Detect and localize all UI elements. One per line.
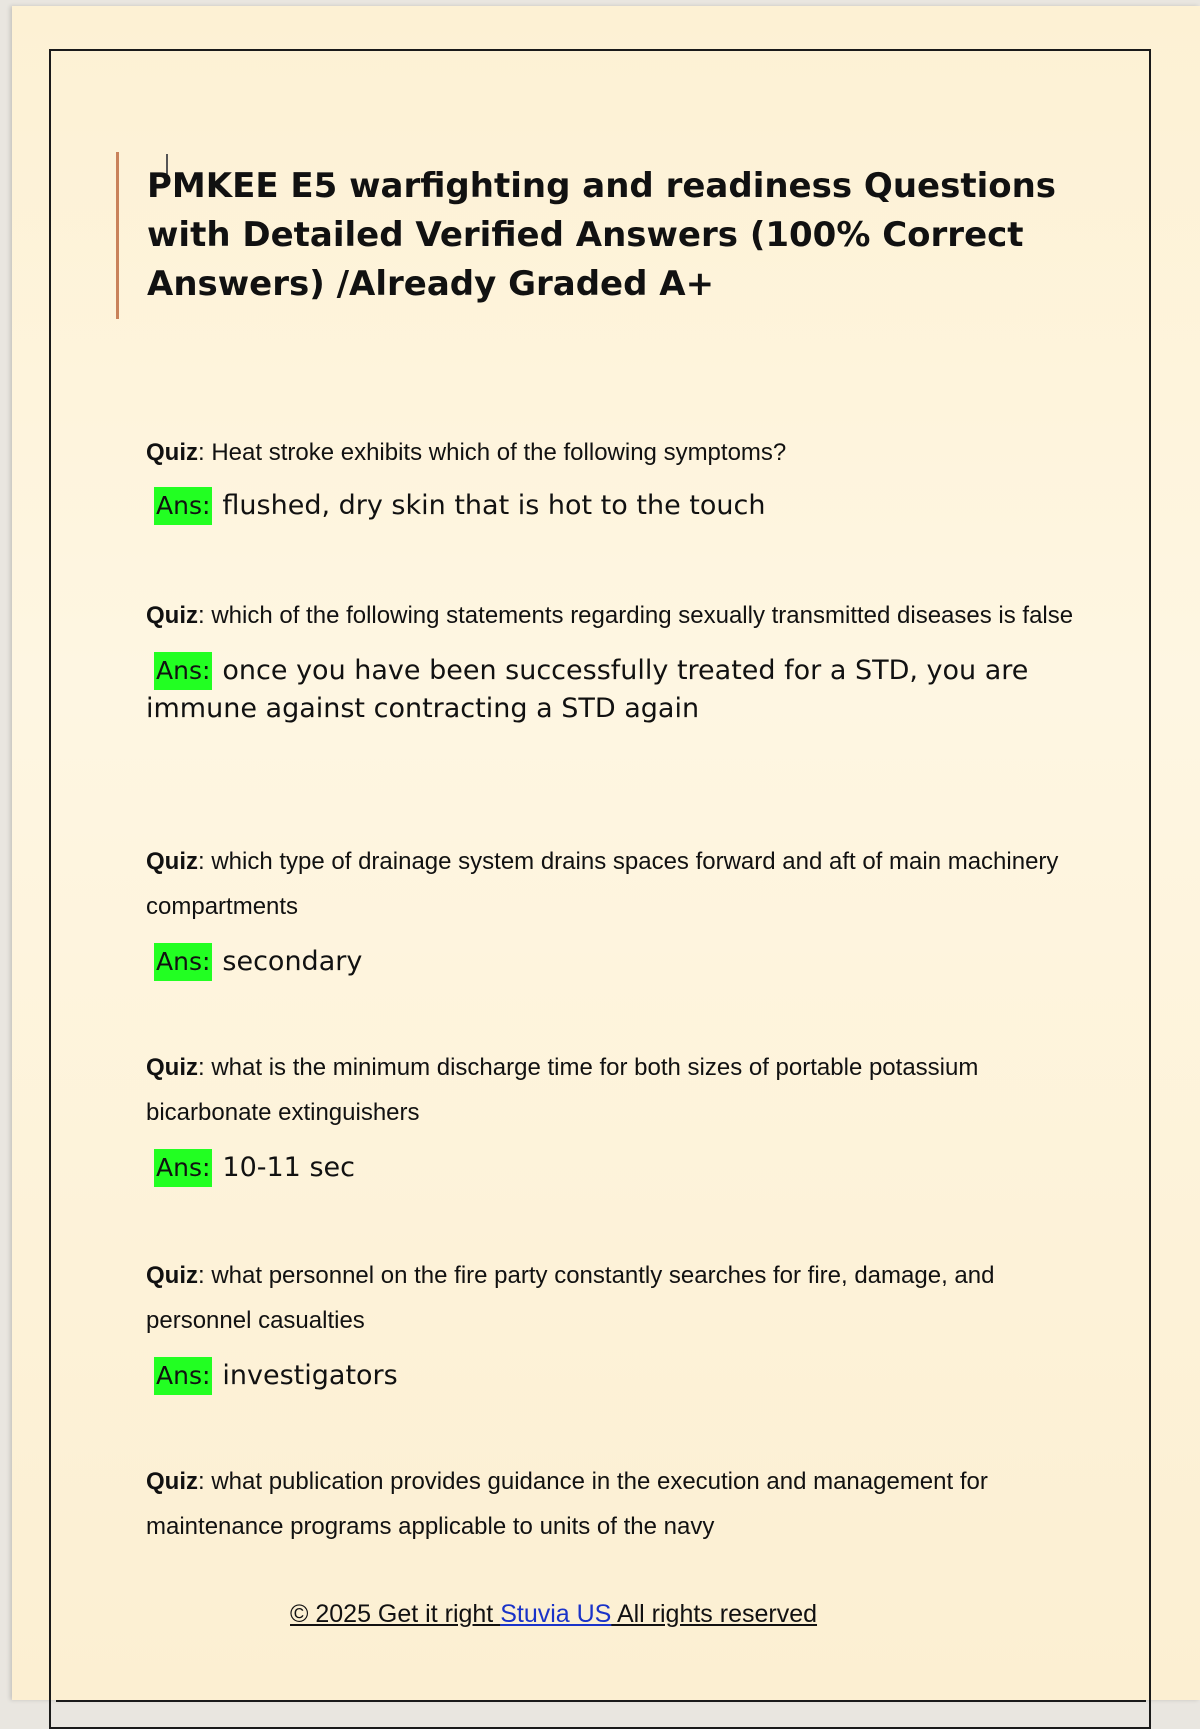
quiz-answer bbox=[146, 1357, 1086, 1395]
quiz-text: : what personnel on the fire party constantly searches for fire, damage, and personnel casualties bbox=[146, 1262, 995, 1334]
quiz-label: Quiz bbox=[146, 602, 198, 629]
quiz-label: Quiz bbox=[146, 848, 198, 875]
quiz-question bbox=[146, 593, 1086, 638]
footer-link-stuvia[interactable]: Stuvia US bbox=[500, 1600, 612, 1628]
qa-item bbox=[146, 593, 1086, 728]
qa-item bbox=[146, 839, 1086, 981]
answer-label: Ans: bbox=[154, 943, 212, 981]
qa-item bbox=[146, 1459, 1086, 1549]
quiz-text: : which of the following statements regarding sexually transmitted diseases is false bbox=[198, 602, 1074, 629]
quiz-question bbox=[146, 1253, 1086, 1343]
title-block bbox=[116, 152, 1107, 319]
quiz-question bbox=[146, 430, 1086, 475]
footer-copyright: © 2025 Get it right bbox=[290, 1600, 501, 1628]
answer-text: flushed, dry skin that is hot to the touch bbox=[222, 490, 766, 521]
quiz-label: Quiz bbox=[146, 1262, 198, 1289]
quiz-text: : Heat stroke exhibits which of the following symptoms? bbox=[198, 439, 787, 466]
quiz-answer bbox=[146, 943, 1086, 981]
answer-label: Ans: bbox=[154, 487, 212, 525]
page-footer bbox=[290, 1600, 817, 1629]
bottom-rule bbox=[56, 1700, 1146, 1702]
qa-item bbox=[146, 430, 1086, 525]
quiz-answer bbox=[146, 1149, 1086, 1187]
quiz-text: : what publication provides guidance in the execution and management for maintenance programs applicable to units of the navy bbox=[146, 1468, 988, 1540]
quiz-label: Quiz bbox=[146, 1054, 198, 1081]
quiz-text: : which type of drainage system drains spaces forward and aft of main machinery compartments bbox=[146, 848, 1059, 920]
document-page bbox=[12, 6, 1200, 1700]
answer-label: Ans: bbox=[154, 1357, 212, 1395]
answer-text: 10-11 sec bbox=[222, 1152, 355, 1183]
answer-label: Ans: bbox=[154, 652, 212, 690]
quiz-question bbox=[146, 839, 1086, 929]
answer-label: Ans: bbox=[154, 1149, 212, 1187]
footer-rights: All rights reserved bbox=[611, 1600, 818, 1628]
answer-text: secondary bbox=[222, 946, 363, 977]
quiz-answer bbox=[146, 652, 1086, 728]
answer-text: investigators bbox=[222, 1360, 398, 1391]
qa-item bbox=[146, 1253, 1086, 1395]
quiz-question bbox=[146, 1459, 1086, 1549]
answer-text: once you have been successfully treated for a STD, you are immune against contracting a STD again bbox=[146, 655, 1029, 724]
qa-item bbox=[146, 1045, 1086, 1187]
quiz-label: Quiz bbox=[146, 1468, 198, 1495]
quiz-label: Quiz bbox=[146, 439, 198, 466]
quiz-question bbox=[146, 1045, 1086, 1135]
quiz-answer bbox=[146, 487, 1086, 525]
document-title: PMKEE E5 warfighting and readiness Questions with Detailed Verified Answers (100% Correct Answers) /Already Graded A+ bbox=[147, 166, 1057, 304]
quiz-text: : what is the minimum discharge time for both sizes of portable potassium bicarbonate extinguishers bbox=[146, 1054, 979, 1126]
